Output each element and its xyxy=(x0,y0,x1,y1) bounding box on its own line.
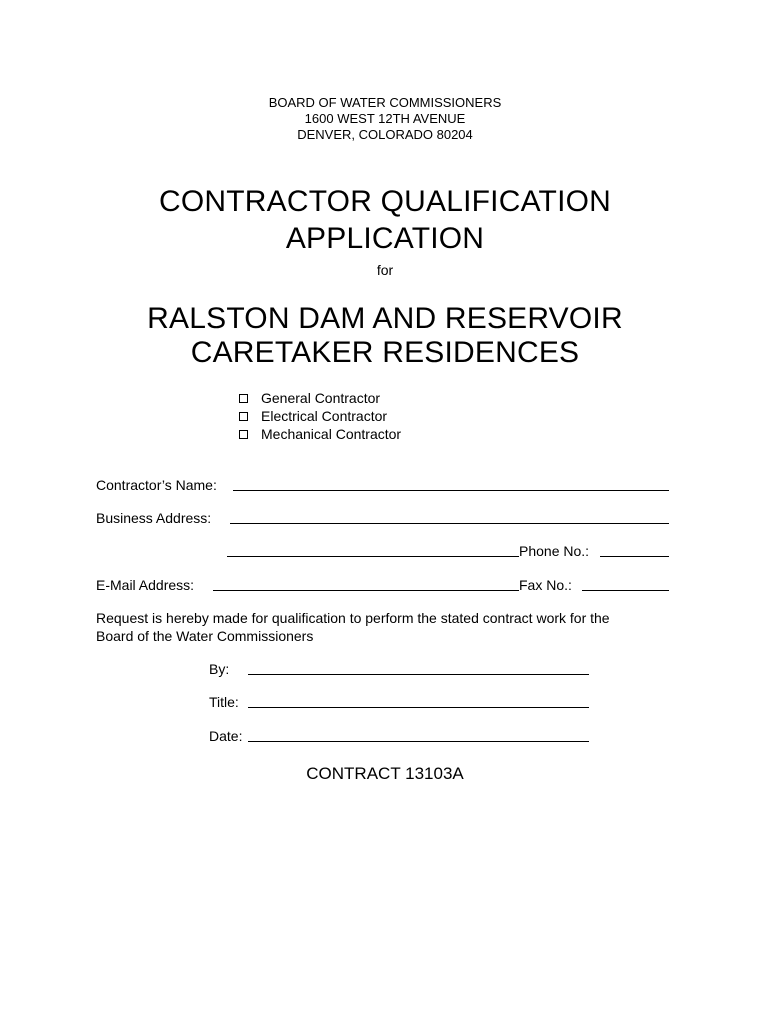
board-name: BOARD OF WATER COMMISSIONERS xyxy=(268,95,502,110)
address-line2-field[interactable] xyxy=(227,556,519,557)
checkbox-icon[interactable] xyxy=(239,430,248,439)
title-label: Title: xyxy=(209,694,239,710)
email-field[interactable] xyxy=(213,590,519,591)
checkbox-mechanical-contractor[interactable] xyxy=(239,425,401,443)
date-label: Date: xyxy=(209,728,243,744)
project-title-line1: RALSTON DAM AND RESERVOIR xyxy=(147,302,623,335)
for-label: for xyxy=(376,262,394,278)
checkbox-electrical-contractor[interactable] xyxy=(239,407,401,425)
request-text-line2: Board of the Water Commissioners xyxy=(96,628,314,644)
business-address-label: Business Address: xyxy=(96,510,212,526)
checkbox-label: Mechanical Contractor xyxy=(261,426,402,442)
contractor-name-field[interactable] xyxy=(233,490,669,491)
contract-number: CONTRACT 13103A xyxy=(306,764,464,783)
email-label: E-Mail Address: xyxy=(96,577,195,593)
contractor-name-label: Contractor’s Name: xyxy=(96,477,217,493)
city-address: DENVER, COLORADO 80204 xyxy=(297,127,473,142)
fax-label: Fax No.: xyxy=(519,577,572,593)
form-title-line2: APPLICATION xyxy=(285,222,485,255)
by-field[interactable] xyxy=(248,674,589,675)
request-text-line1: Request is hereby made for qualification to perform the stated contract work for the xyxy=(96,610,610,626)
checkbox-general-contractor[interactable] xyxy=(239,389,401,407)
street-address: 1600 WEST 12TH AVENUE xyxy=(304,111,466,126)
fax-field[interactable] xyxy=(582,590,669,591)
business-address-field[interactable] xyxy=(230,523,669,524)
checkbox-label: Electrical Contractor xyxy=(261,408,388,424)
phone-field[interactable] xyxy=(600,556,669,557)
contractor-type-list xyxy=(239,389,401,443)
project-title-line2: CARETAKER RESIDENCES xyxy=(190,336,580,369)
phone-label: Phone No.: xyxy=(519,543,590,559)
form-title-line1: CONTRACTOR QUALIFICATION xyxy=(158,185,612,218)
checkbox-icon[interactable] xyxy=(239,394,248,403)
by-label: By: xyxy=(209,661,230,677)
checkbox-label: General Contractor xyxy=(261,390,381,406)
title-field[interactable] xyxy=(248,707,589,708)
checkbox-icon[interactable] xyxy=(239,412,248,421)
date-field[interactable] xyxy=(248,741,589,742)
